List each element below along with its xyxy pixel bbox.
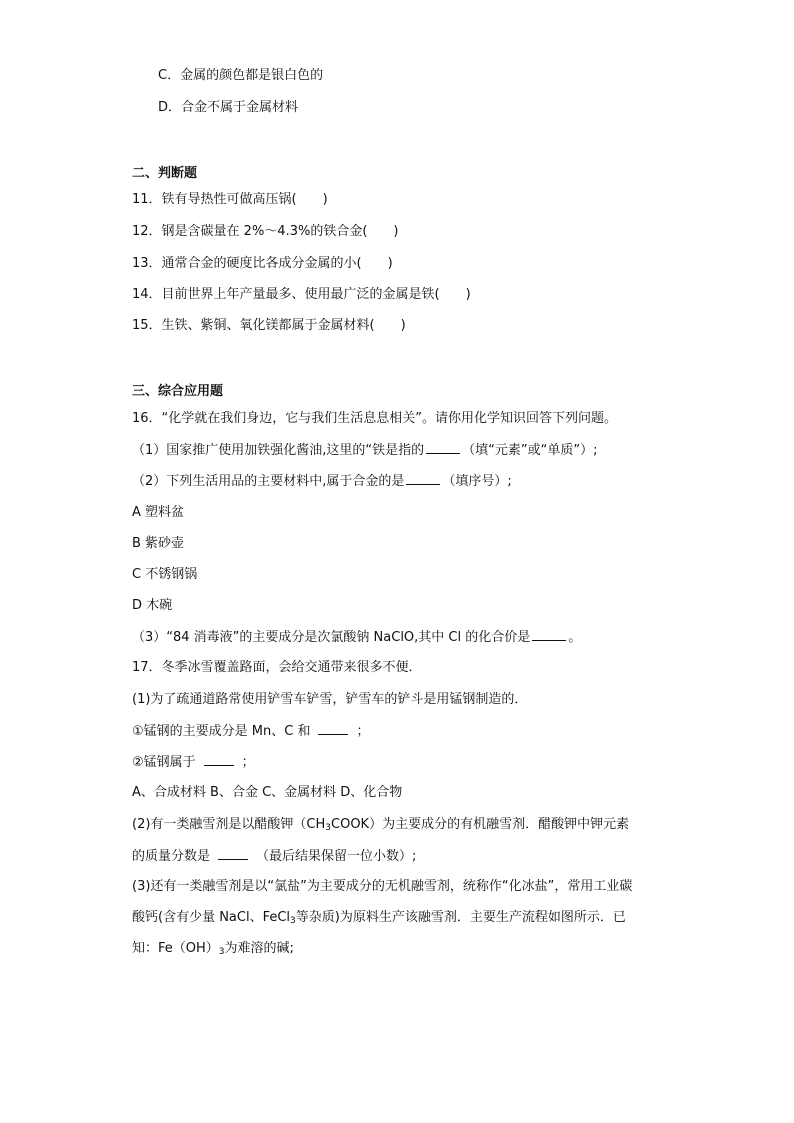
question-number: 11． xyxy=(132,192,162,207)
question-13 xyxy=(132,255,393,273)
choice-c: C．金属的颜色都是银白色的 xyxy=(158,68,324,83)
question-14 xyxy=(132,286,471,304)
subscript: 3 xyxy=(218,947,225,957)
question-17-part-1: (1)为了疏通道路常使用铲雪车铲雪，铲雪车的铲斗是用锰钢制造的． xyxy=(132,692,528,707)
part-text: ②锰钢属于 xyxy=(132,755,196,770)
part-text: （最后结果保留一位小数）; xyxy=(256,849,417,864)
answer-blank[interactable] xyxy=(218,847,248,860)
question-16-part-1 xyxy=(132,441,597,459)
question-number: 12． xyxy=(132,224,162,239)
question-17-options: A、合成材料 B、合金 C、金属材料 D、化合物 xyxy=(132,785,403,800)
part-text: ①锰钢的主要成分是 Mn、C 和 xyxy=(132,724,311,739)
question-16-part-3 xyxy=(132,628,581,646)
part-text: （3）“84 消毒液”的主要成分是次氯酸钠 NaClO,其中 Cl 的化合价是 xyxy=(132,630,531,645)
option-a: A 塑料盆 xyxy=(132,505,185,520)
part-text: 。 xyxy=(568,630,582,645)
part-text: 等杂质)为原料生产该融雪剂．主要生产流程如图所示．已 xyxy=(295,910,626,925)
section-title-application: 三、综合应用题 xyxy=(132,384,224,399)
part-text: （填“元素”或“单质”）; xyxy=(462,443,598,458)
choice-d: D．合金不属于金属材料 xyxy=(158,100,299,115)
section-title-judgement: 二、判断题 xyxy=(132,166,198,181)
question-text: 生铁、紫铜、氧化镁都属于金属材料( ) xyxy=(161,318,406,333)
question-17-part-3-line-3 xyxy=(132,940,294,958)
part-text: 为难溶的碱; xyxy=(224,941,294,956)
question-15 xyxy=(132,317,406,335)
part-text: ； xyxy=(241,755,255,770)
question-17-part-3-line-1: (3)还有一类融雪剂是以“氯盐”为主要成分的无机融雪剂，统称作“化冰盐”，常用工业碳 xyxy=(132,879,633,894)
answer-blank[interactable] xyxy=(532,628,566,641)
part-text: 知：Fe（OH） xyxy=(132,941,219,956)
question-number: 14． xyxy=(132,287,162,302)
option-b: B 紫砂壶 xyxy=(132,536,185,551)
question-text: 通常合金的硬度比各成分金属的小( ) xyxy=(161,256,393,271)
question-17-part-2-line-2 xyxy=(132,847,416,865)
question-11 xyxy=(132,191,328,209)
question-number: 13． xyxy=(132,256,162,271)
part-text: (2)有一类融雪剂是以醋酸钾（CH xyxy=(132,817,326,832)
answer-blank[interactable] xyxy=(406,472,440,485)
question-text: 铁有导热性可做高压锅( ) xyxy=(161,192,328,207)
part-text: COOK）为主要成分的有机融雪剂．醋酸钾中钾元素 xyxy=(331,817,630,832)
part-text: ； xyxy=(356,724,370,739)
part-text: 的质量分数是 xyxy=(132,849,211,864)
question-number: 15． xyxy=(132,318,162,333)
question-17-part-2-line-1 xyxy=(132,816,629,834)
answer-blank[interactable] xyxy=(426,441,460,454)
subscript: 3 xyxy=(325,823,332,833)
option-c: C 不锈钢锅 xyxy=(132,567,198,582)
part-text: （填序号）; xyxy=(442,474,512,489)
question-17-stem: 17．冬季冰雪覆盖路面，会给交通带来很多不便． xyxy=(132,660,422,675)
question-text: 钢是含碳量在 2%～4.3%的铁合金( ) xyxy=(161,224,399,239)
part-text: 酸钙(含有少量 NaCl、FeCl xyxy=(132,910,291,925)
question-17-part-1b xyxy=(132,753,255,771)
question-16-stem: 16．“化学就在我们身边，它与我们生活息息相关”。请你用化学知识回答下列问题。 xyxy=(132,411,618,426)
question-text: 目前世界上年产量最多、使用最广泛的金属是铁( ) xyxy=(161,287,471,302)
option-d: D 木碗 xyxy=(132,598,173,613)
subscript: 3 xyxy=(290,916,296,926)
answer-blank[interactable] xyxy=(318,722,348,735)
answer-blank[interactable] xyxy=(204,753,234,766)
question-12 xyxy=(132,223,398,241)
part-text: （2）下列生活用品的主要材料中,属于合金的是 xyxy=(132,474,405,489)
question-16-part-2 xyxy=(132,472,512,490)
part-text: （1）国家推广使用加铁强化酱油,这里的“铁是指的 xyxy=(132,443,425,458)
question-17-part-1a xyxy=(132,722,369,740)
question-17-part-3-line-2 xyxy=(132,909,626,927)
